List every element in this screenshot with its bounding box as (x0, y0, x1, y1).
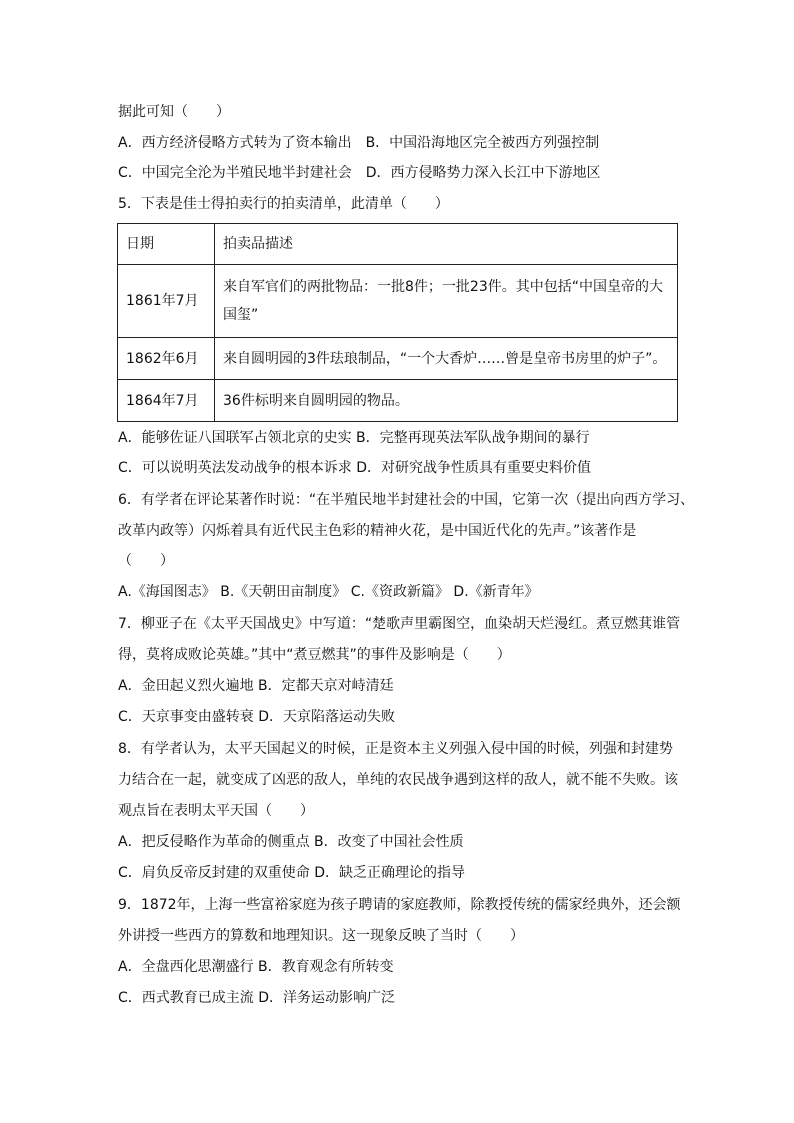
q4-option-c: C．中国完全沦为半殖民地半封建社会 (118, 165, 352, 181)
q8-options-ab: A．把反侵略作为革命的侧重点 B．改变了中国社会性质 (118, 834, 464, 850)
q4-option-b: B．中国沿海地区完全被西方列强控制 (365, 135, 600, 151)
q5-stem: 5．下表是佳士得拍卖行的拍卖清单，此清单（ ） (118, 196, 449, 212)
q6-options: A.《海国图志》 B.《天朝田亩制度》 C.《资政新篇》 D.《新青年》 (118, 584, 539, 600)
table-header-description: 拍卖品描述 (215, 224, 678, 265)
q4-options-ab (118, 133, 599, 153)
q7-options-ab: A．金田起义烈火遍地 B．定都天京对峙清廷 (118, 678, 394, 694)
q5-options-ab: A．能够佐证八国联军占领北京的史实 B．完整再现英法军队战争期间的暴行 (118, 430, 590, 446)
q9-stem-line1: 9．1872年，上海一些富裕家庭为孩子聘请的家庭教师，除教授传统的儒家经典外，还会额 (118, 897, 681, 913)
q9-options-cd: C．西式教育已成主流 D．洋务运动影响广泛 (118, 990, 396, 1006)
table-cell-date: 1864年7月 (118, 380, 215, 422)
q7-stem-line2: 得，莫将成败论英雄。”其中“煮豆燃萁”的事件及影响是（ ） (118, 647, 511, 663)
q8-stem-line2: 力结合在一起，就变成了凶恶的敌人，单纯的农民战争遇到这样的敌人，就不能不失败。该 (118, 772, 678, 788)
q9-stem-line2: 外讲授一些西方的算数和地理知识。这一现象反映了当时（ ） (118, 928, 524, 944)
table-cell-description: 来自圆明园的3件珐琅制品，“一个大香炉……曾是皇帝书房里的炉子”。 (215, 338, 678, 380)
q7-stem-line1: 7．柳亚子在《太平天国战史》中写道：“楚歌声里霸图空，血染胡天烂漫红。煮豆燃萁谁管 (118, 616, 681, 632)
q4-options-cd (118, 163, 601, 183)
table-header-date: 日期 (118, 224, 215, 265)
q7-options-cd: C．天京事变由盛转衰 D．天京陷落运动失败 (118, 709, 396, 725)
table-header-row (118, 224, 678, 265)
q6-stem-line3: （ ） (118, 553, 174, 569)
q5-options-cd: C．可以说明英法发动战争的根本诉求 D．对研究战争性质具有重要史料价值 (118, 460, 592, 476)
q4-option-d: D．西方侵略势力深入长江中下游地区 (365, 165, 601, 181)
table-cell-description: 36件标明来自圆明园的物品。 (215, 380, 678, 422)
table-row (118, 380, 678, 422)
table-row (118, 338, 678, 380)
q4-stem-tail: 据此可知（ ） (118, 104, 230, 120)
q8-stem-line3: 观点旨在表明太平天国（ ） (118, 803, 314, 819)
q4-option-a: A．西方经济侵略方式转为了资本输出 (118, 135, 352, 151)
table-cell-date: 1862年6月 (118, 338, 215, 380)
q9-options-ab: A．全盘西化思潮盛行 B．教育观念有所转变 (118, 959, 394, 975)
table-cell-date: 1861年7月 (118, 265, 215, 338)
table-cell-description: 来自军官们的两批物品：一批8件；一批23件。其中包括“中国皇帝的大国玺” (215, 265, 678, 338)
q6-stem-line2: 改革内政等）闪烁着具有近代民主色彩的精神火花，是中国近代化的先声。”该著作是 (118, 523, 637, 539)
table-row (118, 265, 678, 338)
auction-table (117, 223, 678, 422)
q8-stem-line1: 8．有学者认为，太平天国起义的时候，正是资本主义列强入侵中国的时候，列强和封建势 (118, 741, 673, 757)
q8-options-cd: C．肩负反帝反封建的双重使命 D．缺乏正确理论的指导 (118, 865, 466, 881)
q6-stem-line1: 6．有学者在评论某著作时说：“在半殖民地半封建社会的中国，它第一次（提出向西方学习、 (118, 492, 695, 508)
